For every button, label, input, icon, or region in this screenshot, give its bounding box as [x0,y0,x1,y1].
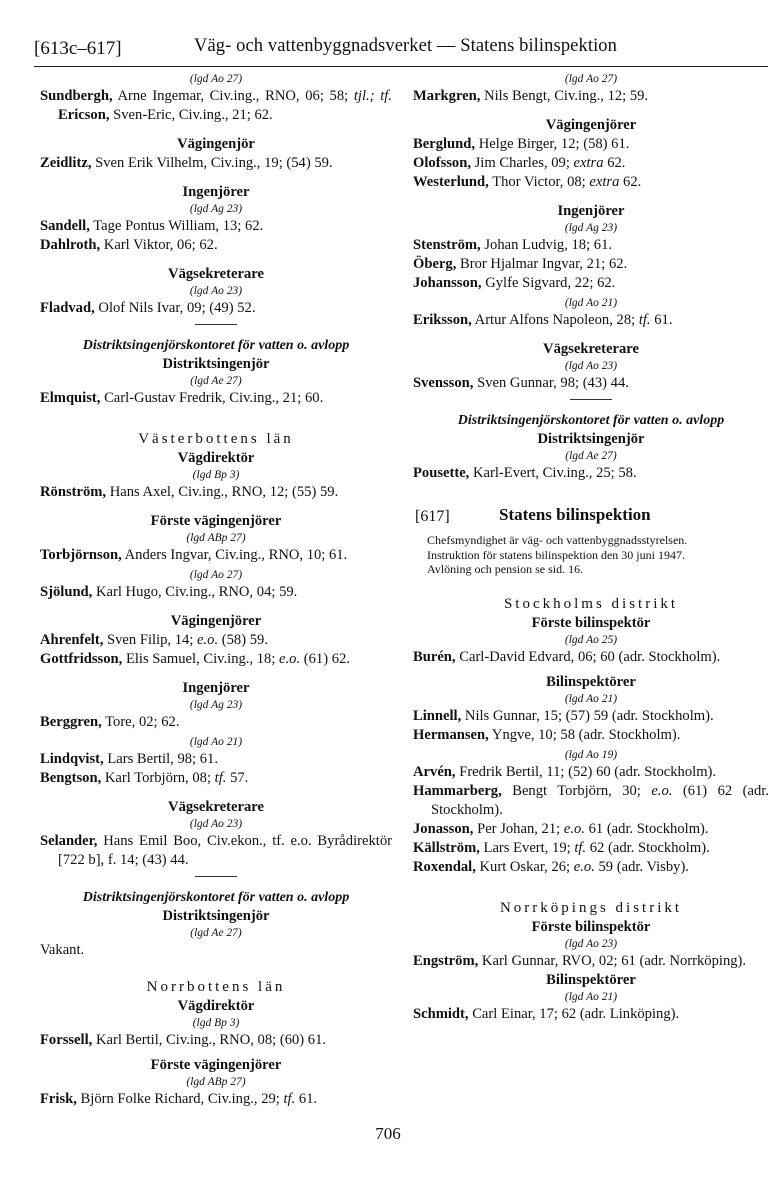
entry: Gottfridsson, Elis Samuel, Civ.ing., 18; e.o. (61) 62. [40,651,350,667]
entry: Jonasson, Per Johan, 21; e.o. 61 (adr. Stockholm). [413,820,709,837]
position-title: Distriktsingenjör [162,908,270,924]
position-title: Vägdirektör [177,450,255,466]
district-heading: Norrköpings distrikt [499,899,683,916]
position-title: Vägdirektör [177,998,255,1014]
left-column [40,72,392,1109]
position-title: Vägingenjörer [545,117,637,133]
salary-grade: (lgd Ao 21) [564,692,618,705]
salary-grade: (lgd Ae 27) [190,375,242,387]
entry: Källström, Lars Evert, 19; tf. 62 (adr. Stockholm). [413,839,710,856]
entry: Forssell, Karl Bertil, Civ.ing., RNO, 08; (60) 61. [40,1032,327,1048]
office-heading: Distriktsingenjörskontoret för vatten o. avlopp [82,338,350,353]
position-title: Bilinspektörer [546,673,636,690]
header-page-range: [613c–617] [34,38,122,59]
position-title: Vägingenjörer [170,613,262,629]
entry: Hermansen, Yngve, 10; 58 (adr. Stockholm). [413,726,681,743]
entry: Zeidlitz, Sven Erik Vilhelm, Civ.ing., 19; (54) 59. [40,155,333,171]
salary-grade: (lgd Ao 21) [564,990,618,1003]
salary-grade: (lgd Ae 27) [565,450,617,462]
salary-grade: (lgd Ao 27) [564,73,618,85]
entry: Johansson, Gylfe Sigvard, 22; 62. [413,275,616,291]
entry: Schmidt, Carl Einar, 17; 62 (adr. Linköping). [413,1005,680,1022]
salary-grade: (lgd Ao 19) [564,748,618,761]
county-heading: Norrbottens län [146,979,286,995]
entry: Rönström, Hans Axel, Civ.ing., RNO, 12; (55) 59. [40,484,339,500]
salary-grade: (lgd Ao 27) [189,569,243,581]
entry: Lindqvist, Lars Bertil, 98; 61. [40,751,218,767]
divider [195,324,237,325]
page-number: 706 [375,1124,401,1143]
entry: Vakant. [40,942,85,958]
entry: Sjölund, Karl Hugo, Civ.ing., RNO, 04; 59. [40,584,298,600]
section-title: Statens bilinspektion [499,505,651,524]
salary-grade: (lgd Bp 3) [192,469,240,481]
position-title: Förste vägingenjörer [150,1057,282,1073]
entry: Berggren, Tore, 02; 62. [40,714,180,730]
position-title: Bilinspektörer [546,971,636,988]
salary-grade: (lgd Ao 27) [189,73,243,85]
salary-grade: (lgd Ag 23) [564,222,618,234]
position-title: Ingenjörer [182,184,250,200]
salary-grade: (lgd Bp 3) [192,1017,240,1029]
position-title: Vägsekreterare [168,799,264,815]
entry: Elmquist, Carl-Gustav Fredrik, Civ.ing., 21; 60. [40,390,324,406]
entry: Selander, Hans Emil Boo, Civ.ekon., tf. e.o. Byrådirektör [722 b], f. 14; (43) 44. [40,833,392,868]
county-heading: Västerbottens län [138,431,294,447]
entry: Burén, Carl-David Edvard, 06; 60 (adr. Stockholm). [413,648,721,665]
entry: Engström, Karl Gunnar, RVO, 02; 61 (adr. Norrköping). [413,952,747,969]
position-title: Ingenjörer [182,680,250,696]
position-title: Distriktsingenjör [162,356,270,372]
entry: Olofsson, Jim Charles, 09; extra 62. [413,155,626,171]
entry: Ahrenfelt, Sven Filip, 14; e.o. (58) 59. [40,632,268,648]
section-note: Chefsmyndighet är väg- och vattenbyggnadsstyrelsen. [427,533,688,547]
salary-grade: (lgd ABp 27) [186,532,246,544]
position-title: Förste bilinspektör [531,918,651,935]
entry: Linnell, Nils Gunnar, 15; (57) 59 (adr. Stockholm). [413,707,714,724]
entry: Hammarberg, Bengt Torbjörn, 30; e.o. (61) 62 (adr. Stockholm). [413,782,769,818]
entry: Öberg, Bror Hjalmar Ingvar, 21; 62. [413,256,628,272]
entry: Arvén, Fredrik Bertil, 11; (52) 60 (adr. Stockholm). [413,763,717,780]
entry: Eriksson, Artur Alfons Napoleon, 28; tf. 61. [413,312,673,328]
position-title: Vägsekreterare [168,266,264,282]
entry: Sundbergh, Arne Ingemar, Civ.ing., RNO, 06; 58; tjl.; tf. Ericson, Sven-Eric, Civ.ing., 21; 62. [40,88,392,123]
entry: Pousette, Karl-Evert, Civ.ing., 25; 58. [413,465,637,481]
section-heading [413,505,769,533]
salary-grade: (lgd Ao 23) [189,818,243,830]
entry: Bengtson, Karl Torbjörn, 08; tf. 57. [40,770,249,786]
position-title: Förste bilinspektör [531,614,651,631]
entry: Svensson, Sven Gunnar, 98; (43) 44. [413,375,629,391]
entry: Stenström, Johan Ludvig, 18; 61. [413,237,613,253]
office-heading: Distriktsingenjörskontoret för vatten o. avlopp [82,890,350,905]
entry: Dahlroth, Karl Viktor, 06; 62. [40,237,218,253]
salary-grade: (lgd Ao 25) [564,633,618,646]
salary-grade: (lgd Ao 23) [564,360,618,372]
salary-grade: (lgd Ao 23) [564,937,618,950]
office-heading: Distriktsingenjörskontoret för vatten o. avlopp [457,413,725,428]
position-title: Distriktsingenjör [537,431,645,447]
district-heading: Stockholms distrikt [503,595,679,612]
header-title: Väg- och vattenbyggnadsverket — Statens bilinspektion [194,36,618,56]
salary-grade: (lgd Ao 23) [189,285,243,297]
entry: Roxendal, Kurt Oskar, 26; e.o. 59 (adr. Visby). [413,858,689,875]
section-note: Avlöning och pension se sid. 16. [427,562,584,576]
divider [570,399,612,400]
entry: Westerlund, Thor Victor, 08; extra 62. [413,174,642,190]
right-column [413,72,769,1024]
section-note: Instruktion för statens bilinspektion den 30 juni 1947. [427,547,685,562]
salary-grade: (lgd Ao 21) [189,736,243,748]
entry: Frisk, Björn Folke Richard, Civ.ing., 29; tf. 61. [40,1091,318,1107]
position-title: Vägingenjör [177,136,255,152]
entry: Fladvad, Olof Nils Ivar, 09; (49) 52. [40,300,256,316]
position-title: Ingenjörer [557,203,625,219]
entry: Torbjörnson, Anders Ingvar, Civ.ing., RNO, 10; 61. [40,547,348,563]
salary-grade: (lgd ABp 27) [186,1076,246,1088]
position-title: Vägsekreterare [543,341,639,357]
entry: Markgren, Nils Bengt, Civ.ing., 12; 59. [413,88,649,104]
divider [195,876,237,877]
entry: Berglund, Helge Birger, 12; (58) 61. [413,136,630,152]
entry: Sandell, Tage Pontus William, 13; 62. [40,218,264,234]
salary-grade: (lgd Ag 23) [189,699,243,711]
running-header [34,36,768,67]
section-number: [617] [415,508,450,525]
position-title: Förste vägingenjörer [150,513,282,529]
salary-grade: (lgd Ae 27) [190,927,242,939]
salary-grade: (lgd Ag 23) [189,203,243,215]
salary-grade: (lgd Ao 21) [564,297,618,309]
